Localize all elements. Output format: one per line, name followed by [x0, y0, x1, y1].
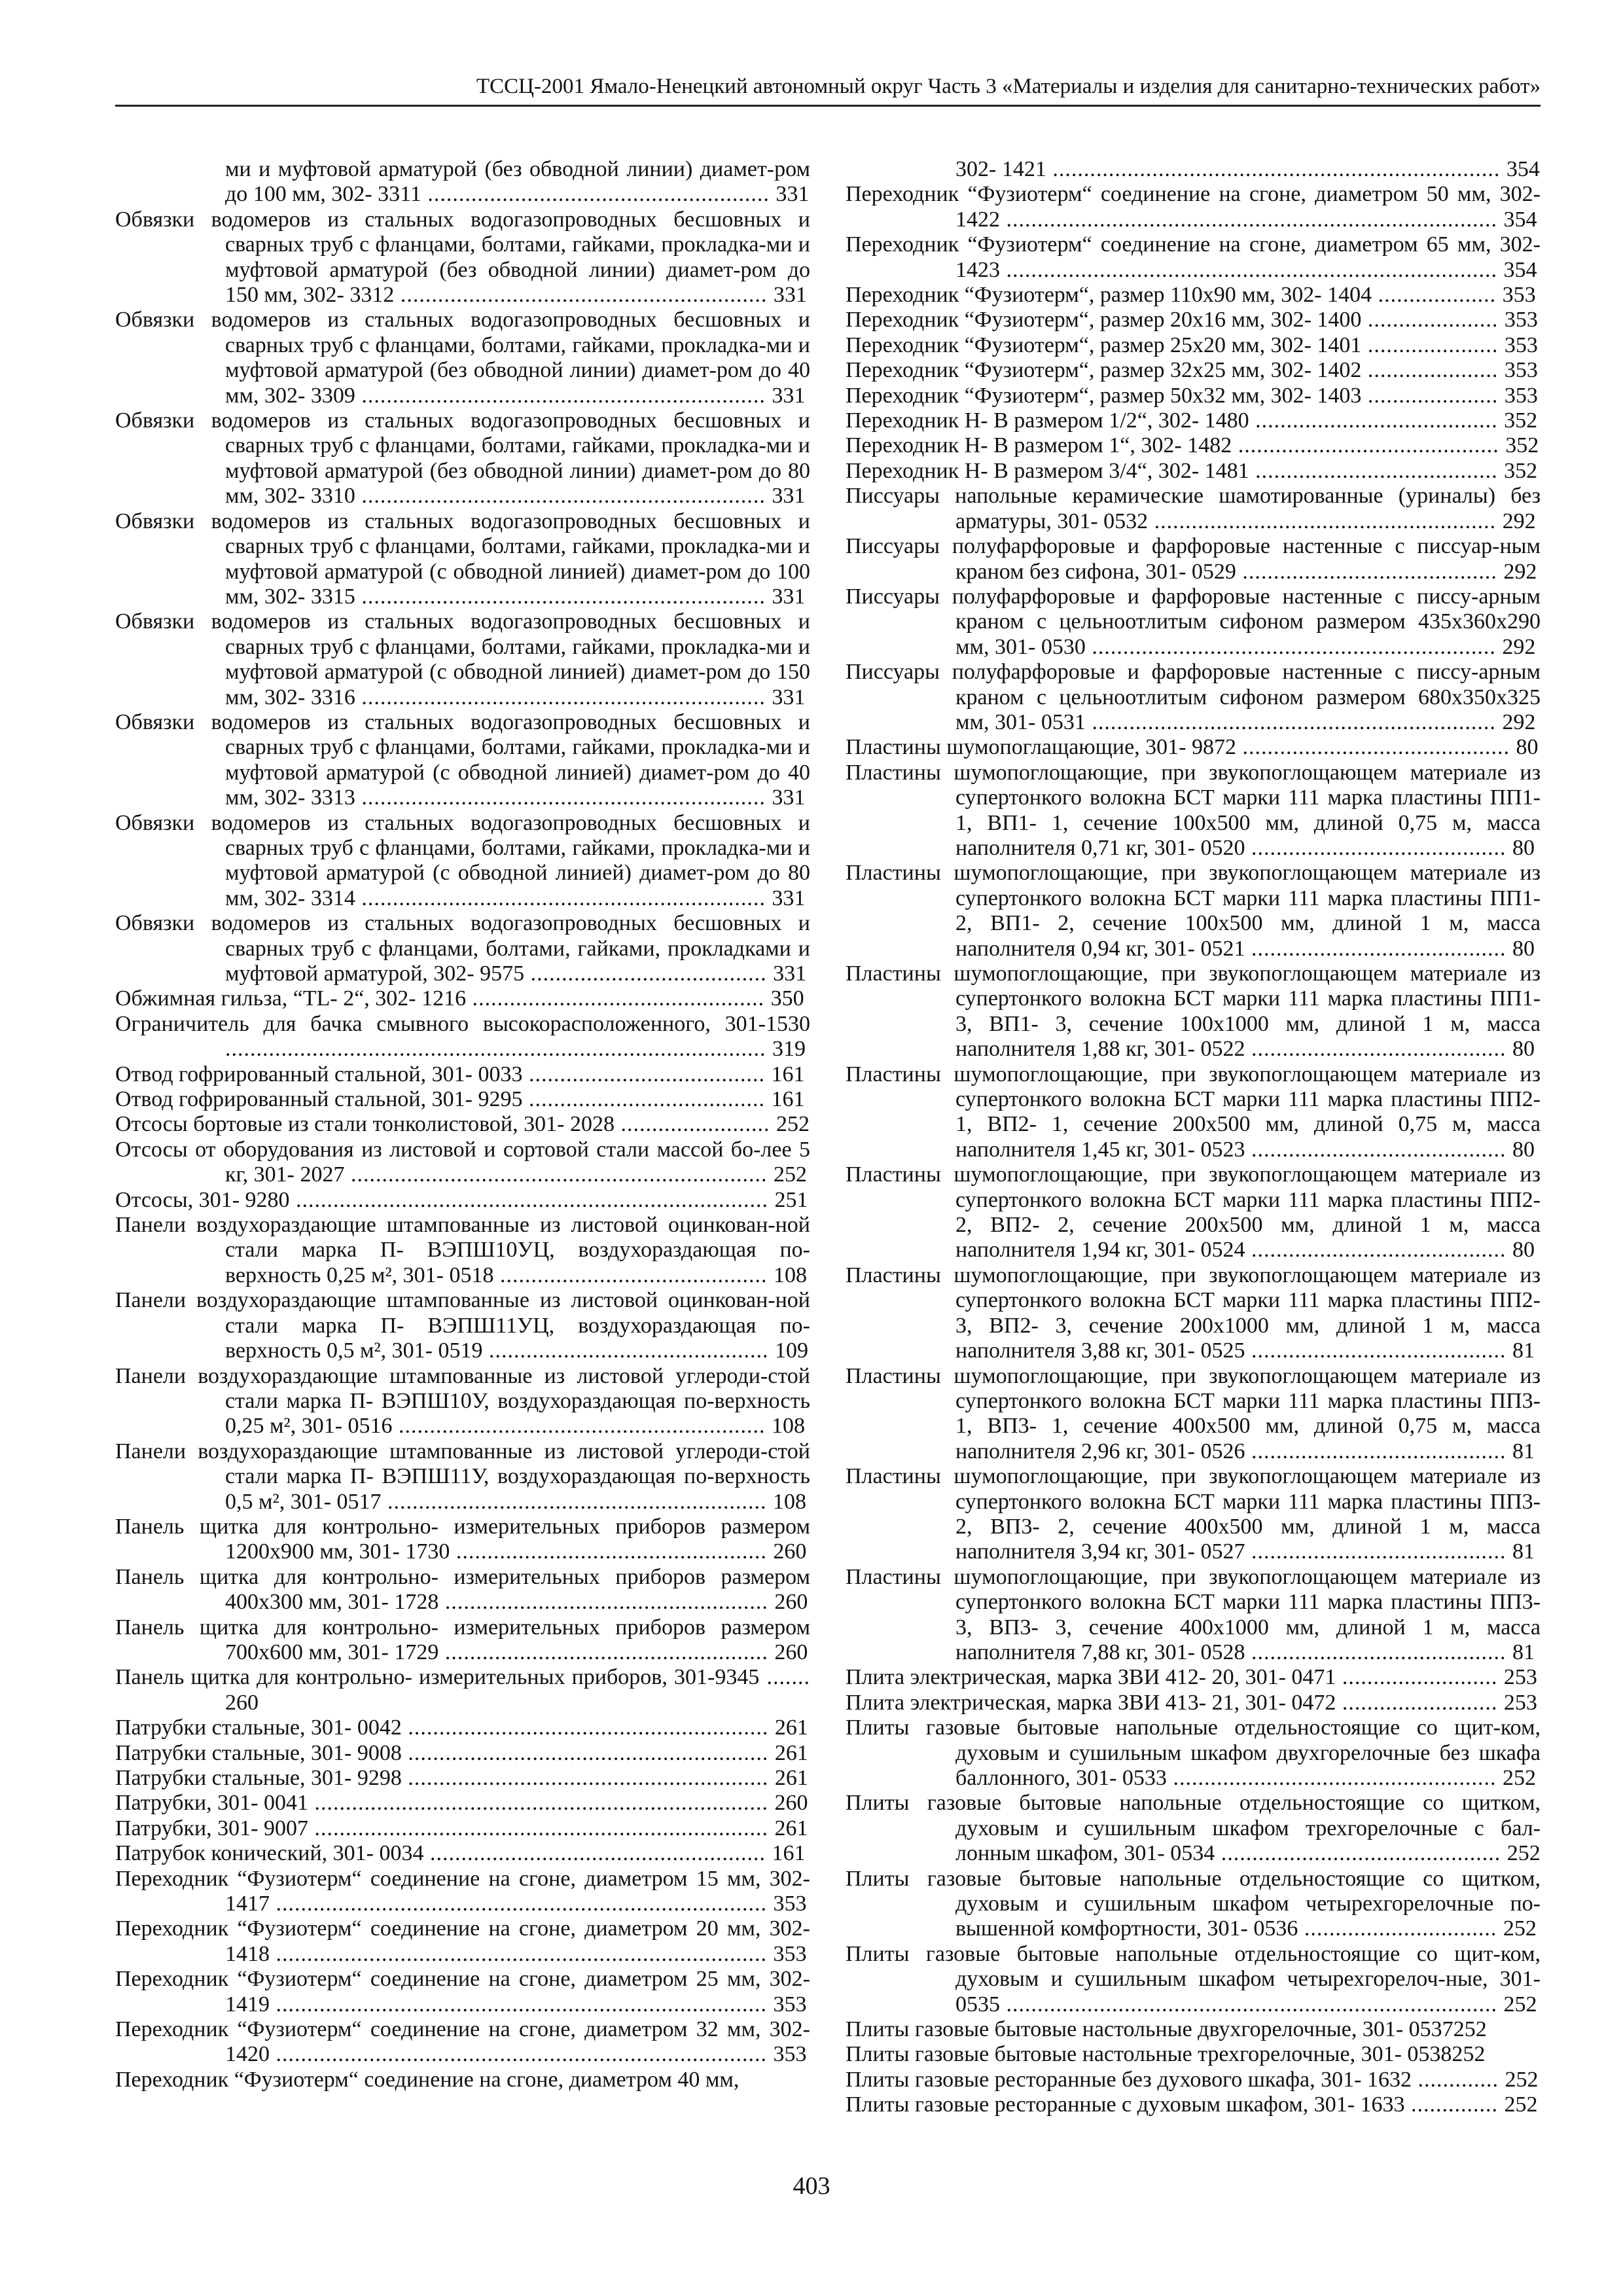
index-entry-page: 108: [773, 1263, 807, 1287]
index-entry-text: Панели воздухораздающие штампованные из листовой оцинкован-ной стали марка П- ВЭПШ10УЦ, воздухораздающая по-верхность 0,25 м², 301- 0518: [115, 1213, 810, 1287]
index-entry-text: Обжимная гильза, “TL- 2“, 302- 1216: [115, 986, 467, 1011]
dot-leader: ...........................................................: [392, 1414, 772, 1439]
dot-leader: ......................................: [524, 961, 774, 986]
index-entry: [846, 1691, 1541, 1715]
index-entry: [846, 1364, 1541, 1465]
index-entry: [115, 1087, 810, 1112]
index-entry-page: 292: [1502, 709, 1536, 734]
index-entry-text: Писсуары полуфарфоровые и фарфоровые настенные с писсуар-ным краном без сифона, 301- 0529: [846, 534, 1541, 584]
dot-leader: ...........................................: [1236, 735, 1516, 760]
dot-leader: .......................................: [1249, 408, 1505, 433]
index-entry: [846, 459, 1541, 484]
index-entry-page: 261: [774, 1816, 808, 1840]
index-entry-text: Переходник “Фузиотерм“, размер 25x20 мм, 302- 1401: [846, 332, 1362, 357]
index-entry: [846, 484, 1541, 534]
index-entry-page: 109: [774, 1338, 808, 1363]
index-entry-page: 353: [1504, 332, 1538, 357]
dot-leader: ..............: [1404, 2092, 1505, 2117]
index-entry-page: 354: [1506, 157, 1540, 181]
index-entry: [115, 1288, 810, 1363]
index-entry: [115, 408, 810, 509]
index-entry-page: 251: [774, 1187, 808, 1212]
index-entry: [115, 1967, 810, 2017]
index-entry: [115, 1439, 810, 1515]
index-entry: [115, 911, 810, 986]
index-entry: [115, 609, 810, 710]
index-entry-page: 252: [1502, 1766, 1536, 1790]
index-entry-text: Плиты газовые бытовые настольные двухгорелочные, 301- 0537: [846, 2017, 1454, 2042]
dot-leader: ..........................................: [1232, 433, 1506, 458]
index-entry-text: Пластины шумопоглощающие, при звукопоглощающем материале из супертонкого волокна БСТ марки 111 марка пластины ПП1- 3, ВП1- 3, сечение 100x1000 мм, длиной 1 м, масса наполнителя 1,88 кг, 301- 0522: [846, 961, 1541, 1062]
dot-leader: .........................................: [1245, 936, 1512, 961]
index-entry: [115, 509, 810, 610]
index-entry-text: Плиты газовые бытовые настольные трехгорелочные, 301- 0538: [846, 2042, 1452, 2067]
index-entry-page: 252: [1503, 1916, 1537, 1941]
dot-leader: ..........................................................: [401, 1715, 775, 1740]
dot-leader: .........................................: [1245, 1539, 1512, 1564]
dot-leader: .................................................................: [1085, 634, 1503, 659]
dot-leader: .........................................: [1245, 1338, 1512, 1363]
dot-leader: .......................................................: [421, 182, 776, 207]
index-entry: [846, 1062, 1541, 1163]
index-entry-text: Патрубки стальные, 301- 9008: [115, 1740, 402, 1765]
index-entry-page: 331: [773, 961, 807, 986]
index-entry-page: 253: [1503, 1690, 1537, 1715]
dot-leader: .......: [759, 1665, 810, 1690]
index-entry-page: 252: [1503, 1992, 1537, 2017]
dot-leader: .....................: [1361, 358, 1505, 383]
dot-leader: .............................................................: [381, 1489, 774, 1514]
index-entry: [115, 1841, 810, 1866]
index-entry-page: 353: [1504, 358, 1538, 383]
index-entry: [115, 1665, 810, 1715]
index-entry: [846, 2042, 1541, 2067]
dot-leader: .......................................: [1249, 458, 1505, 483]
index-entry-text: 302- 1421: [955, 157, 1046, 181]
index-entry-text: Переходник “Фузиотерм“, размер 32x25 мм, 302- 1402: [846, 358, 1362, 383]
index-entry: [115, 1138, 810, 1188]
index-entry-page: 292: [1503, 559, 1537, 584]
index-entry-page: 352: [1504, 408, 1538, 433]
index-entry-text: Писсуары напольные керамические шамотированные (уриналы) без арматуры, 301- 0532: [846, 484, 1541, 533]
index-entry: [846, 861, 1541, 961]
dot-leader: .........................................................................: [308, 1791, 775, 1816]
index-entry-page: 331: [776, 182, 810, 207]
index-entry: [115, 1565, 810, 1615]
index-entry-text: Пластины шумопоглощающие, при звукопоглощающем материале из супертонкого волокна БСТ марки 111 марка пластины ПП2- 1, ВП2- 1, сечение 200x500 мм, длиной 0,75 м, масса наполнителя 1,45 кг, 301- 0523: [846, 1062, 1541, 1162]
index-entry: [115, 1791, 810, 1816]
index-entry-page: 252: [1504, 2092, 1538, 2117]
index-entry: [846, 1665, 1541, 1690]
dot-leader: .................................................................: [1085, 709, 1503, 734]
dot-leader: ...................................................................: [344, 1162, 774, 1187]
index-entry-page: 331: [772, 484, 806, 509]
dot-leader: ...............................................................................: [270, 2042, 774, 2067]
index-entry-page: 353: [773, 1892, 807, 1916]
index-entry: [846, 182, 1541, 232]
dot-leader: ....................................................: [438, 1640, 775, 1664]
index-entry: [115, 1112, 810, 1137]
dot-leader: .........................................: [1245, 835, 1512, 860]
index-entry: [115, 1816, 810, 1841]
index-entry: [846, 1942, 1541, 2017]
index-entry-text: Переходник Н- В размером 3/4“, 302- 1481: [846, 458, 1249, 483]
index-entry: [115, 1916, 810, 1967]
index-entry-text: Переходник “Фузиотерм“ соединение на сгоне, диаметром 65 мм, 302- 1423: [846, 232, 1541, 282]
dot-leader: ............................................................................: [289, 1187, 775, 1212]
index-entry-page: 252: [773, 1162, 807, 1187]
index-entry-text: Пластины шумопоглощающие, при звукопоглощающем материале из супертонкого волокна БСТ марки 111 марка пластины ПП3- 3, ВП3- 3, сечение 400x1000 мм, длиной 1 м, масса наполнителя 7,88 кг, 301- 0528: [846, 1564, 1541, 1664]
dot-leader: .......................................................: [1148, 509, 1503, 533]
index-entry-page: 80: [1516, 735, 1539, 760]
index-entry-text: Панели воздухораздающие штампованные из листовой углероди-стой стали марка П- ВЭПШ10У, воздухораздающая по-верхность 0,25 м², 301- 0516: [115, 1363, 810, 1439]
index-entry-text: Переходник “Фузиотерм“ соединение на сгоне, диаметром 25 мм, 302- 1419: [115, 1967, 810, 2017]
dot-leader: ......................................: [522, 1062, 772, 1086]
dot-leader: .............................................: [482, 1338, 775, 1363]
index-entry-text: Пластины шумопоглощающие, при звукопоглощающем материале из супертонкого волокна БСТ марки 111 марка пластины ПП2- 3, ВП2- 3, сечение 200x1000 мм, длиной 1 м, масса наполнителя 3,88 кг, 301- 0525: [846, 1263, 1541, 1363]
index-entry-page: 108: [773, 1489, 807, 1514]
index-entry: [115, 1364, 810, 1439]
dot-leader: .........................................: [1245, 1037, 1512, 1062]
header-rule: [115, 105, 1541, 107]
dot-leader: .................................................................: [355, 785, 772, 810]
dot-leader: .........................................: [1245, 1640, 1512, 1664]
index-entry: [846, 1565, 1541, 1666]
index-entry-page: 81: [1512, 1338, 1535, 1363]
dot-leader: .........................................: [1236, 559, 1504, 584]
index-entry: [846, 660, 1541, 735]
index-entry-text: Плиты газовые ресторанные с духовым шкафом, 301- 1633: [846, 2092, 1405, 2117]
index-entry-page: 353: [1504, 308, 1538, 332]
index-entry: [115, 157, 810, 207]
index-entry-page: 252: [1505, 2067, 1539, 2092]
dot-leader: ...............................................: [466, 986, 771, 1011]
index-entry-page: 81: [1512, 1640, 1535, 1664]
index-entry-text: Отсосы, 301- 9280: [115, 1187, 290, 1212]
index-entry: [115, 1515, 810, 1565]
index-entry: [115, 2068, 810, 2092]
index-entry: [846, 1464, 1541, 1565]
dot-leader: ..................................................: [450, 1539, 774, 1564]
index-entry-text: Переходник “Фузиотерм“ соединение на сгоне, диаметром 20 мм, 302- 1418: [115, 1916, 810, 1966]
index-entry-page: 353: [773, 1992, 807, 2017]
index-entry-page: 331: [772, 685, 806, 709]
index-entry-page: 252: [776, 1112, 810, 1137]
index-entry-text: Отсосы от оборудования из листовой и сортовой стали массой бо-лее 5 кг, 301- 2027: [115, 1137, 810, 1187]
index-entry-page: 252: [1453, 2017, 1487, 2042]
index-entry-text: Писсуары полуфарфоровые и фарфоровые настенные с писсу-арным краном с цельноотлитым сифоном размером 680x350x325 мм, 301- 0531: [846, 660, 1541, 734]
index-entry: [115, 1766, 810, 1791]
index-entry: [115, 1188, 810, 1213]
index-entry-page: 80: [1512, 835, 1535, 860]
index-entry: [846, 157, 1541, 182]
index-entry: [115, 1741, 810, 1766]
index-entry-text: Патрубки стальные, 301- 0042: [115, 1715, 402, 1740]
index-entry-text: Плита электрическая, марка ЗВИ 412- 20, 301- 0471: [846, 1665, 1336, 1690]
dot-leader: .........................: [1336, 1665, 1504, 1690]
dot-leader: .....................: [1361, 332, 1505, 357]
index-entry: [115, 2017, 810, 2068]
index-entry-text: Пластины шумопоглощающие, при звукопоглощающем материале из супертонкого волокна БСТ марки 111 марка пластины ПП1- 2, ВП1- 2, сечение 100x500 мм, длиной 1 м, масса наполнителя 0,94 кг, 301- 0521: [846, 861, 1541, 961]
index-entry: [846, 584, 1541, 660]
index-entry-text: Переходник “Фузиотерм“, размер 20x16 мм, 302- 1400: [846, 308, 1362, 332]
index-entry-text: Обвязки водомеров из стальных водогазопроводных бесшовных и сварных труб с фланцами, болтами, гайками, прокладка-ми и муфтовой арматурой (с обводной линией) диамет-ром до 150 мм, 302- 3316: [115, 609, 810, 709]
index-entry: [846, 1715, 1541, 1791]
index-entry-text: Пластины шумопоглощающие, при звукопоглощающем материале из супертонкого волокна БСТ марки 111 марка пластины ПП1- 1, ВП1- 1, сечение 100x500 мм, длиной 0,75 м, масса наполнителя 0,71 кг, 301- 0520: [846, 760, 1541, 860]
index-entry-text: Патрубок конический, 301- 0034: [115, 1841, 424, 1866]
index-entry-text: Обвязки водомеров из стальных водогазопроводных бесшовных и сварных труб с фланцами, болтами, гайками, прокладка-ми и муфтовой арматурой (без обводной линии) диамет-ром до 150 мм, 302- 3312: [115, 207, 810, 308]
index-entry: [846, 1162, 1541, 1263]
index-entry-text: Переходник “Фузиотерм“, размер 110x90 мм, 302- 1404: [846, 283, 1372, 308]
index-entry-text: Обвязки водомеров из стальных водогазопроводных бесшовных и сварных труб с фланцами, болтами, гайками, прокладками и муфтовой арматурой, 302- 9575: [115, 911, 810, 986]
dot-leader: ......................................................: [423, 1841, 772, 1866]
dot-leader: ...........................................: [493, 1263, 774, 1287]
index-entry-page: 319: [772, 1037, 806, 1062]
index-entry-page: 331: [772, 383, 806, 408]
index-entry-text: Плиты газовые бытовые напольные отдельностоящие со щитком, духовым и сушильным шкафом четырехгорелочные по-вышенной комфортности, 301- 0536: [846, 1866, 1541, 1941]
index-entry-text: Панель щитка для контрольно- измерительных приборов размером 700x600 мм, 301- 1729: [115, 1615, 810, 1664]
dot-leader: .........................................: [1245, 1439, 1512, 1463]
index-entry: [846, 1263, 1541, 1364]
index-entry-text: Пластины шумопоглощающие, при звукопоглощающем материале из супертонкого волокна БСТ марки 111 марка пластины ПП3- 2, ВП3- 2, сечение 400x500 мм, длиной 1 м, масса наполнителя 3,94 кг, 301- 0527: [846, 1464, 1541, 1564]
index-entry-page: 350: [770, 986, 804, 1011]
index-entry-text: Отвод гофрированный стальной, 301- 9295: [115, 1087, 523, 1112]
dot-leader: ...............................................................................: [270, 1941, 774, 1966]
index-entry-page: 80: [1512, 1238, 1535, 1263]
index-entry-page: 292: [1502, 634, 1536, 659]
index-entry: [115, 1715, 810, 1740]
index-entry: [846, 358, 1541, 383]
index-entry-page: 261: [774, 1715, 808, 1740]
index-entry: [846, 408, 1541, 433]
index-entry-text: Переходник “Фузиотерм“ соединение на сгоне, диаметром 15 мм, 302- 1417: [115, 1866, 810, 1916]
index-entry-page: 353: [773, 1941, 807, 1966]
dot-leader: ...................: [1372, 283, 1503, 308]
index-entry-page: 260: [225, 1690, 259, 1715]
dot-leader: .........................................................................: [308, 1816, 775, 1840]
index-entry: [846, 1867, 1541, 1942]
index-entry-text: Отвод гофрированный стальной, 301- 0033: [115, 1062, 523, 1086]
index-entry: [115, 207, 810, 308]
index-entry-text: Плита электрическая, марка ЗВИ 413- 21, 301- 0472: [846, 1690, 1336, 1715]
index-entry-page: 261: [774, 1766, 808, 1790]
index-entry-page: 253: [1503, 1665, 1537, 1690]
index-entry-text: Ограничитель для бачка смывного высокорасположенного, 301-1530: [115, 1011, 810, 1036]
index-entry-page: 108: [772, 1414, 806, 1439]
index-entry-text: Панель щитка для контрольно- измерительных приборов, 301-9345: [115, 1665, 760, 1690]
dot-leader: ....................................................: [1166, 1766, 1503, 1790]
dot-leader: ...............................................................................: [1000, 207, 1504, 232]
index-entry: [115, 308, 810, 408]
dot-leader: ...............................................................................: [1000, 257, 1504, 282]
index-entry: [115, 986, 810, 1011]
index-entry-text: Панель щитка для контрольно- измерительных приборов размером 400x300 мм, 301- 1728: [115, 1564, 810, 1615]
index-entry-text: Панели воздухораздающие штампованные из листовой оцинкован-ной стали марка П- ВЭПШ11УЦ, воздухораздающая по-верхность 0,5 м², 301- 0519: [115, 1288, 810, 1363]
index-entry: [846, 433, 1541, 458]
dot-leader: .................................................................: [355, 685, 772, 709]
index-entry-text: Панель щитка для контрольно- измерительных приборов размером 1200x900 мм, 301- 1730: [115, 1514, 810, 1564]
dot-leader: ..........................................................: [401, 1740, 775, 1765]
dot-leader: .......................................................................................: [225, 1037, 772, 1062]
index-entry-page: 331: [773, 283, 807, 308]
index-entry-page: 252: [1452, 2042, 1486, 2067]
index-entry: [846, 961, 1541, 1062]
index-entry-text: Переходник Н- В размером 1“, 302- 1482: [846, 433, 1232, 458]
index-entry-page: 331: [772, 886, 806, 910]
index-entry-text: Пластины шумопоглащающие, 301- 9872: [846, 735, 1236, 760]
index-entry: [115, 1615, 810, 1666]
dot-leader: ...............................: [1298, 1916, 1503, 1941]
dot-leader: .....................: [1361, 308, 1505, 332]
index-entry-page: 260: [774, 1590, 808, 1615]
index-entry-text: Плиты газовые бытовые напольные отдельностоящие со щит-ком, духовым и сушильным шкафом четырехгорелоч-ные, 301- 0535: [846, 1941, 1541, 2017]
index-entry-text: Отсосы бортовые из стали тонколистовой, 301- 2028: [115, 1112, 615, 1137]
index-entry: [846, 534, 1541, 584]
index-entry-page: 80: [1512, 1137, 1535, 1162]
index-column-right: [846, 157, 1541, 2118]
dot-leader: ...............................................................................: [270, 1992, 774, 2017]
index-entry: [846, 308, 1541, 332]
index-entry-page: 352: [1504, 458, 1538, 483]
index-entry: [846, 232, 1541, 283]
index-entry-page: 260: [774, 1791, 808, 1816]
index-entry: [846, 1791, 1541, 1866]
index-entry: [846, 2068, 1541, 2092]
index-entry: [846, 2017, 1541, 2042]
dot-leader: ...........................................................: [394, 283, 774, 308]
index-entry-text: Патрубки, 301- 9007: [115, 1816, 308, 1840]
dot-leader: ........................: [614, 1112, 776, 1137]
index-entry: [846, 333, 1541, 358]
index-entry-page: 81: [1512, 1539, 1535, 1564]
page-number: 403: [793, 2172, 830, 2200]
dot-leader: .........................................: [1245, 1137, 1512, 1162]
index-entry: [846, 735, 1541, 760]
index-entry-page: 80: [1512, 936, 1535, 961]
index-entry-page: 261: [774, 1740, 808, 1765]
index-entry-page: 260: [773, 1539, 807, 1564]
index-entry: [115, 1012, 810, 1062]
dot-leader: .................................................................: [355, 383, 772, 408]
index-entry: [846, 283, 1541, 308]
dot-leader: .................................................................: [355, 484, 772, 509]
running-header: ТССЦ-2001 Ямало-Ненецкий автономный округ Часть 3 «Материалы и изделия для санитарно-технических работ»: [476, 75, 1541, 98]
index-entry-page: 161: [771, 1087, 805, 1112]
index-entry-page: 354: [1503, 257, 1537, 282]
index-entry-text: Обвязки водомеров из стальных водогазопроводных бесшовных и сварных труб с фланцами, болтами, гайками, прокладка-ми и муфтовой арматурой (с обводной линией) диамет-ром до 100 мм, 302- 3315: [115, 509, 810, 609]
index-entry-page: 292: [1502, 509, 1536, 533]
dot-leader: .....................: [1361, 383, 1505, 408]
dot-leader: .................................................................: [355, 584, 772, 609]
index-entry-page: 81: [1512, 1439, 1535, 1463]
index-entry-text: Переходник “Фузиотерм“ соединение на сгоне, диаметром 32 мм, 302- 1420: [115, 2017, 810, 2067]
index-entry-page: 352: [1505, 433, 1539, 458]
index-entry-text: Обвязки водомеров из стальных водогазопроводных бесшовных и сварных труб с фланцами, болтами, гайками, прокладка-ми и муфтовой арматурой (без обводной линии) диамет-ром до 80 мм, 302- 3310: [115, 408, 810, 509]
index-entry-page: 353: [773, 2042, 807, 2067]
dot-leader: .........................: [1336, 1690, 1504, 1715]
dot-leader: ....................................................: [438, 1590, 775, 1615]
index-entry-text: Переходник Н- В размером 1/2“, 302- 1480: [846, 408, 1249, 433]
index-entry-page: 161: [771, 1062, 805, 1086]
index-entry: [846, 2092, 1541, 2117]
index-entry-text: Переходник “Фузиотерм“ соединение на сгоне, диаметром 50 мм, 302- 1422: [846, 182, 1541, 232]
index-entry: [846, 761, 1541, 861]
index-entry-page: 252: [1507, 1841, 1541, 1866]
index-entry-page: 161: [772, 1841, 806, 1866]
index-entry-text: Патрубки стальные, 301- 9298: [115, 1766, 402, 1790]
index-entry-page: 331: [772, 584, 806, 609]
dot-leader: .................................................................: [355, 886, 772, 910]
index-entry-text: Патрубки, 301- 0041: [115, 1791, 308, 1816]
index-entry-text: Обвязки водомеров из стальных водогазопроводных бесшовных и сварных труб с фланцами, болтами, гайками, прокладка-ми и муфтовой арматурой (с обводной линией) диамет-ром до 80 мм, 302- 3314: [115, 810, 810, 910]
index-entry-text: Плиты газовые бытовые напольные отдельностоящие со щит-ком, духовым и сушильным шкафом двухгорелочные без шкафа баллонного, 301- 0533: [846, 1715, 1541, 1790]
dot-leader: .............: [1411, 2067, 1505, 2092]
dot-leader: ........................................................................: [1046, 157, 1507, 181]
index-entry-page: 353: [1504, 383, 1538, 408]
index-entry-text: Обвязки водомеров из стальных водогазопроводных бесшовных и сварных труб с фланцами, болтами, гайками, прокладка-ми и муфтовой арматурой (без обводной линии) диамет-ром до 40 мм, 302- 3309: [115, 308, 810, 408]
index-entry: [115, 1062, 810, 1087]
index-entry-text: Переходник “Фузиотерм“, размер 50x32 мм, 302- 1403: [846, 383, 1362, 408]
index-entry: [115, 811, 810, 912]
dot-leader: .............................................: [1215, 1841, 1507, 1866]
index-entry: [115, 1213, 810, 1288]
dot-leader: ..........................................................: [401, 1766, 775, 1790]
index-entry: [115, 710, 810, 811]
dot-leader: ...............................................................................: [270, 1892, 774, 1916]
index-entry: [846, 384, 1541, 408]
index-entry-text: Пластины шумопоглощающие, при звукопоглощающем материале из супертонкого волокна БСТ марки 111 марка пластины ПП3- 1, ВП3- 1, сечение 400x500 мм, длиной 0,75 м, масса наполнителя 2,96 кг, 301- 0526: [846, 1363, 1541, 1463]
index-entry-text: Плиты газовые ресторанные без духового шкафа, 301- 1632: [846, 2067, 1412, 2092]
index-entry-text: Переходник “Фузиотерм“ соединение на сгоне, диаметром 40 мм,: [115, 2067, 740, 2092]
index-entry-text: Панели воздухораздающие штампованные из листовой углероди-стой стали марка П- ВЭПШ11У, воздухораздающая по-верхность 0,5 м², 301- 0517: [115, 1439, 810, 1514]
index-entry: [115, 1867, 810, 1917]
index-entry-text: Пластины шумопоглощающие, при звукопоглощающем материале из супертонкого волокна БСТ марки 111 марка пластины ПП2- 2, ВП2- 2, сечение 200x500 мм, длиной 1 м, масса наполнителя 1,94 кг, 301- 0524: [846, 1162, 1541, 1263]
dot-leader: ...............................................................................: [1000, 1992, 1504, 2017]
index-entry-page: 354: [1503, 207, 1537, 232]
index-entry-text: Обвязки водомеров из стальных водогазопроводных бесшовных и сварных труб с фланцами, болтами, гайками, прокладка-ми и муфтовой арматурой (с обводной линией) диамет-ром до 40 мм, 302- 3313: [115, 709, 810, 810]
index-entry-page: 260: [774, 1640, 808, 1664]
index-column-left: [115, 157, 810, 2092]
index-entry-page: 331: [772, 785, 806, 810]
index-entry-page: 80: [1512, 1037, 1535, 1062]
dot-leader: .........................................: [1245, 1238, 1512, 1263]
index-entry-text: Писсуары полуфарфоровые и фарфоровые настенные с писсу-арным краном с цельноотлитым сифоном размером 435x360x290 мм, 301- 0530: [846, 584, 1541, 659]
index-entry-text: Плиты газовые бытовые напольные отдельностоящие со щитком, духовым и сушильным шкафом трехгорелочные с бал-лонным шкафом, 301- 0534: [846, 1791, 1541, 1866]
dot-leader: ......................................: [522, 1087, 772, 1112]
index-entry-page: 353: [1502, 283, 1536, 308]
index-entry-text: ми и муфтовой арматурой (без обводной линии) диамет-ром до 100 мм, 302- 3311: [225, 157, 810, 207]
